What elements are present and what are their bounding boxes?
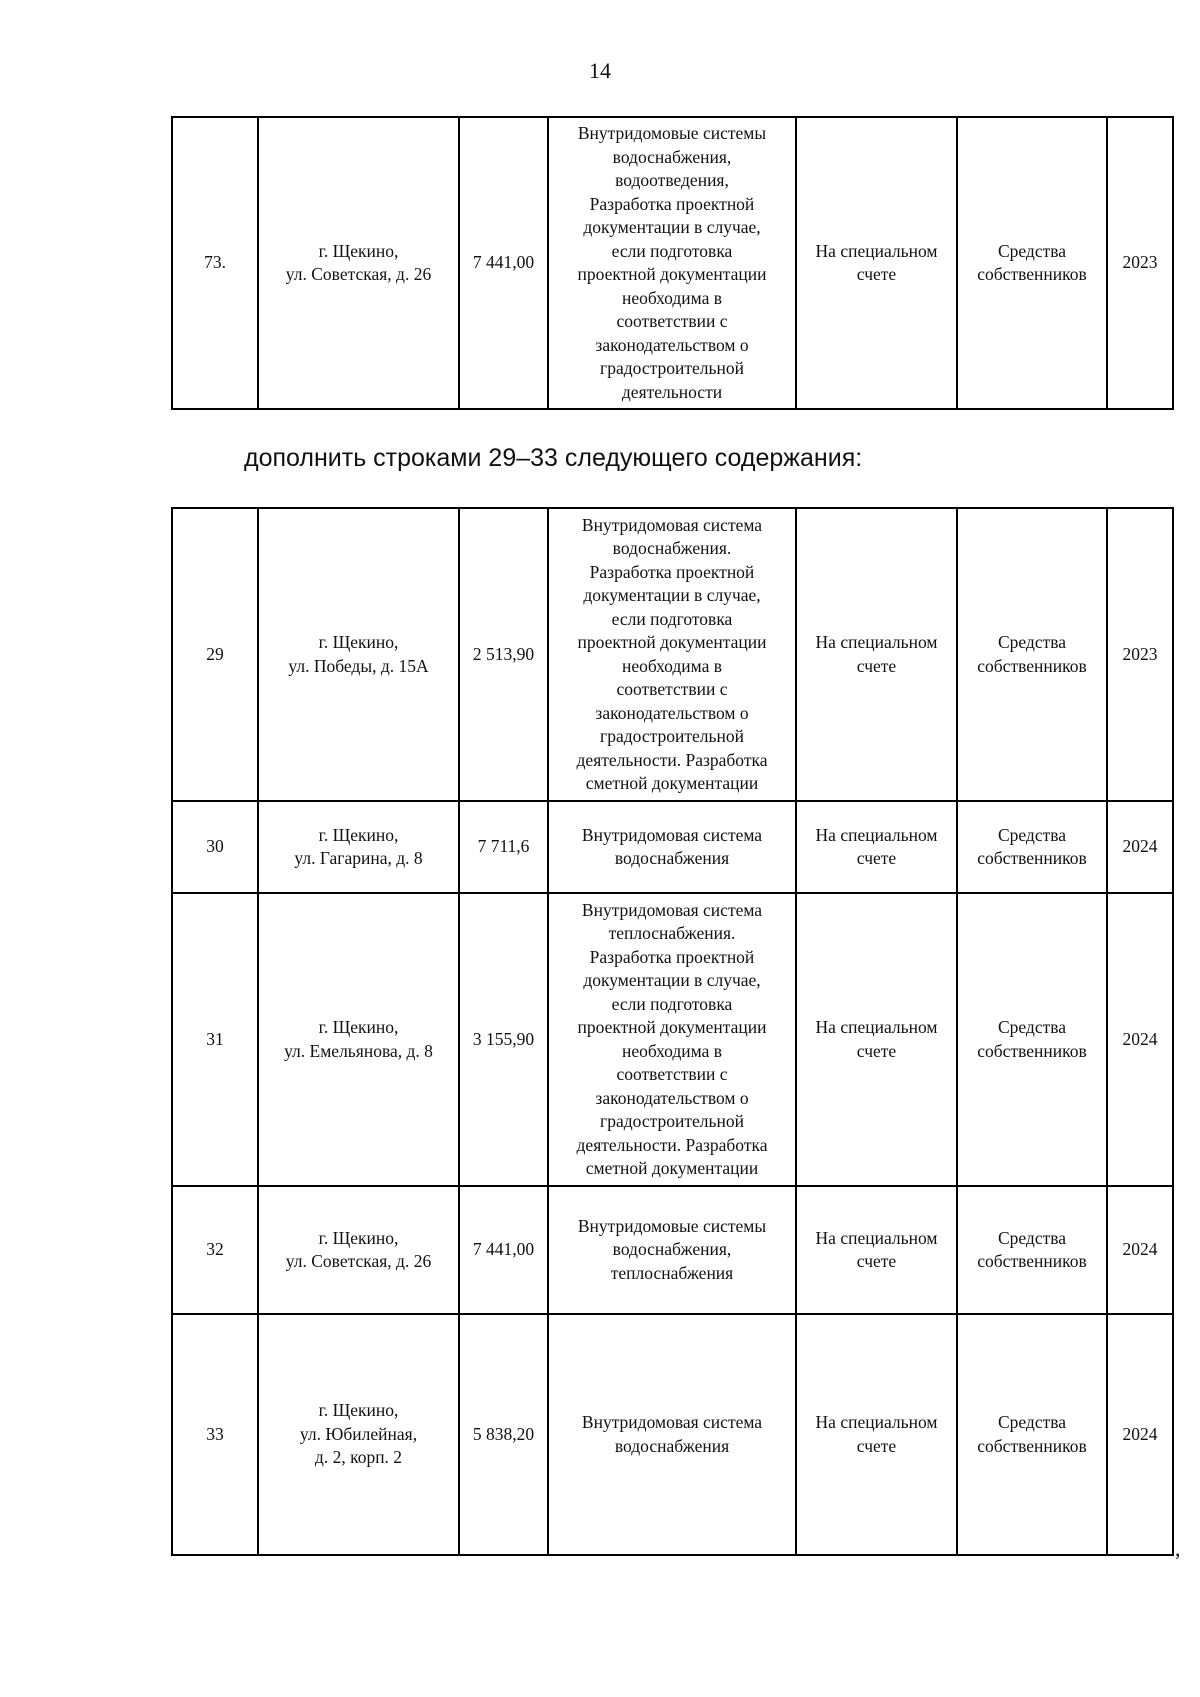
- row-number: 31: [172, 893, 258, 1186]
- row-source: Средства собственников: [957, 1314, 1107, 1555]
- row-account: На специальном счете: [796, 893, 957, 1186]
- table-main: [171, 507, 1174, 1556]
- table-row: [172, 1186, 1173, 1314]
- row-number: 73.: [172, 117, 258, 409]
- row-amount: 7 441,00: [459, 117, 548, 409]
- table-row: [172, 801, 1173, 893]
- row-account: На специальном счете: [796, 1186, 957, 1314]
- row-works: Внутридомовая система теплоснабжения. Разработка проектной документации в случае, если подготовка проектной документации необходима в соответствии с законодательством о градостроительной деятельности. Разработка сметной документации: [548, 893, 796, 1186]
- table-row: [172, 508, 1173, 801]
- row-number: 29: [172, 508, 258, 801]
- row-account: На специальном счете: [796, 117, 957, 409]
- row-amount: 5 838,20: [459, 1314, 548, 1555]
- row-works: Внутридомовые системы водоснабжения, теплоснабжения: [548, 1186, 796, 1314]
- row-source: Средства собственников: [957, 893, 1107, 1186]
- row-amount: 7 711,6: [459, 801, 548, 893]
- page-number: 14: [589, 58, 611, 83]
- row-amount: 2 513,90: [459, 508, 548, 801]
- row-works: Внутридомовая система водоснабжения. Разработка проектной документации в случае, если подготовка проектной документации необходима в соответствии с законодательством о градостроительной деятельности. Разработка сметной документации: [548, 508, 796, 801]
- trailing-comma: ,: [1175, 1536, 1181, 1561]
- row-account: На специальном счете: [796, 801, 957, 893]
- row-address: г. Щекино, ул. Советская, д. 26: [258, 117, 459, 409]
- intro-text: дополнить строками 29–33 следующего содержания:: [244, 444, 863, 472]
- row-number: 30: [172, 801, 258, 893]
- table-row: [172, 117, 1173, 409]
- row-year: 2023: [1107, 117, 1173, 409]
- table-top: [171, 116, 1174, 410]
- row-works: Внутридомовая система водоснабжения: [548, 1314, 796, 1555]
- row-address: г. Щекино, ул. Советская, д. 26: [258, 1186, 459, 1314]
- row-number: 33: [172, 1314, 258, 1555]
- row-account: На специальном счете: [796, 1314, 957, 1555]
- row-year: 2024: [1107, 1186, 1173, 1314]
- row-source: Средства собственников: [957, 508, 1107, 801]
- row-amount: 7 441,00: [459, 1186, 548, 1314]
- row-source: Средства собственников: [957, 801, 1107, 893]
- row-year: 2024: [1107, 1314, 1173, 1555]
- row-amount: 3 155,90: [459, 893, 548, 1186]
- row-number: 32: [172, 1186, 258, 1314]
- row-source: Средства собственников: [957, 1186, 1107, 1314]
- table-row: [172, 1314, 1173, 1555]
- row-source: Средства собственников: [957, 117, 1107, 409]
- row-works: Внутридомовая система водоснабжения: [548, 801, 796, 893]
- row-address: г. Щекино, ул. Юбилейная, д. 2, корп. 2: [258, 1314, 459, 1555]
- row-account: На специальном счете: [796, 508, 957, 801]
- row-address: г. Щекино, ул. Емельянова, д. 8: [258, 893, 459, 1186]
- row-address: г. Щекино, ул. Гагарина, д. 8: [258, 801, 459, 893]
- table-row: [172, 893, 1173, 1186]
- row-works: Внутридомовые системы водоснабжения, водоотведения, Разработка проектной документации в случае, если подготовка проектной документации необходима в соответствии с законодательством о градостроительной деятельности: [548, 117, 796, 409]
- row-year: 2024: [1107, 801, 1173, 893]
- row-year: 2023: [1107, 508, 1173, 801]
- row-year: 2024: [1107, 893, 1173, 1186]
- row-address: г. Щекино, ул. Победы, д. 15А: [258, 508, 459, 801]
